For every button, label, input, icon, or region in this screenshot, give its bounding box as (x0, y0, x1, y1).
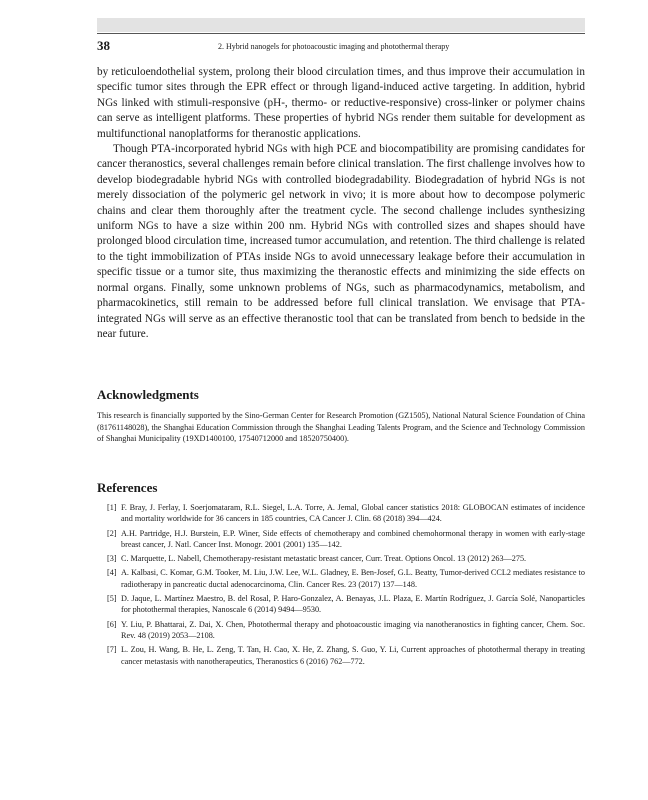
reference-item (97, 619, 585, 642)
reference-text: A. Kalbasi, C. Komar, G.M. Tooker, M. Liu, J.W. Lee, W.L. Gladney, E. Ben-Josef, G.L. Beatty, Tumor-derived CCL2 mediates resistance to radiotherapy in pancreatic ductal adenocarcinoma, Clin. Cancer Res. 23 (2017) 137—148. (121, 568, 585, 589)
reference-number: [2] (107, 528, 117, 538)
reference-item (97, 553, 585, 564)
reference-text: Y. Liu, P. Bhattarai, Z. Dai, X. Chen, Photothermal therapy and photoacoustic imaging via nanotheranostics in fighting cancer, Chem. Soc. Rev. 48 (2019) 2053—2108. (121, 619, 585, 640)
reference-text: C. Marquette, L. Nabell, Chemotherapy-resistant metastatic breast cancer, Curr. Treat. Options Oncol. 13 (2012) 263—275. (121, 554, 527, 564)
body-paragraph-1: by reticuloendothelial system, prolong their blood circulation times, and thus improve their accumulation in specific tumor sites through the EPR effect or through ligand-induced active targeting. In addition, hybrid NGs linked with stimuli-responsive (pH-, thermo- or reductive-responsive) cross-linker or polymer chains can serve as intelligent platforms. These properties of hybrid NGs render them suitable for development as multifunctional nanoplatforms for theranostic applications. (97, 66, 585, 140)
reference-text: L. Zou, H. Wang, B. He, L. Zeng, T. Tan, H. Cao, X. He, Z. Zhang, S. Guo, Y. Li, Current approaches of photothermal therapy in treating cancer metastasis with nanotherapeutics, Theranostics 6 (2016) 762—772. (121, 645, 585, 666)
reference-item (97, 528, 585, 551)
page-number: 38 (97, 38, 110, 53)
reference-item (97, 593, 585, 616)
acknowledgments-heading: Acknowledgments (97, 387, 199, 402)
reference-number: [5] (107, 594, 117, 604)
reference-number: [7] (107, 645, 117, 655)
reference-text: D. Jaque, L. Martínez Maestro, B. del Rosal, P. Haro-Gonzalez, A. Benayas, J.L. Plaza, E. Martín Rodríguez, J. García Solé, Nanoparticles for photothermal therapies, Nanoscale 6 (2014) 9494—9530. (121, 594, 585, 615)
acknowledgments-text: This research is financially supported by the Sino-German Center for Research Promotion (GZ1505), National Natural Science Foundation of China (81761148028), the Shanghai Education Commission through the Shanghai Leading Talents Program, and the Science and Technology Commission of Shanghai Municipality (19XD1400100, 17540712000 and 18520750400). (97, 411, 585, 444)
reference-text: A.H. Partridge, H.J. Burstein, E.P. Winer, Side effects of chemotherapy and combined chemohormonal therapy in women with early-stage breast cancer, J. Natl. Cancer Inst. Monogr. 2001 (2001) 135—142. (121, 528, 585, 549)
body-text (97, 65, 585, 342)
header-bar (97, 18, 585, 32)
reference-list (97, 502, 585, 670)
body-paragraph-2: Though PTA-incorporated hybrid NGs with high PCE and biocompatibility are promising candidates for cancer theranostics, several challenges remain before clinical translation. The first challenge involves how to develop biodegradable hybrid NGs with controlled biodegradability. Biodegradation of hybrid NGs is not merely dissociation of the polymeric gel network in vivo; it is more about how to decompose polymeric chains and clear them thoroughly after the treatment cycle. The second challenge includes synthesizing uniform NGs to have a size within 200 nm. Hybrid NGs with controlled sizes and shapes should have prolonged blood circulation time, increased tumor accumulation, and retention. The third challenge is related to the tight immobilization of PTAs inside NGs to avoid unnecessary leakage before their accumulation in specific tissue or a tumor site, thus maximizing the theranostic effects and minimizing the side effects on normal organs. Finally, some unknown problems of NGs, such as pharmacodynamics, metabolism, and pharmacokinetics, still remain to be addressed before full clinical translation. We envisage that PTA-integrated NGs will serve as an effective theranostic tool that can be translated from bench to bedside in the near future. (97, 143, 585, 340)
header-rule (97, 33, 585, 34)
reference-text: F. Bray, J. Ferlay, I. Soerjomataram, R.L. Siegel, L.A. Torre, A. Jemal, Global cancer statistics 2018: GLOBOCAN estimates of incidence and mortality worldwide for 36 cancers in 185 countries, CA Cancer J. Clin. 68 (2018) 394—424. (121, 503, 585, 524)
reference-number: [3] (107, 554, 117, 564)
reference-number: [4] (107, 568, 117, 578)
reference-item (97, 644, 585, 667)
running-head: 2. Hybrid nanogels for photoacoustic imaging and photothermal therapy (218, 42, 450, 51)
reference-item (97, 567, 585, 590)
reference-item (97, 502, 585, 525)
reference-number: [6] (107, 619, 117, 629)
reference-number: [1] (107, 503, 117, 512)
references-heading: References (97, 480, 158, 495)
